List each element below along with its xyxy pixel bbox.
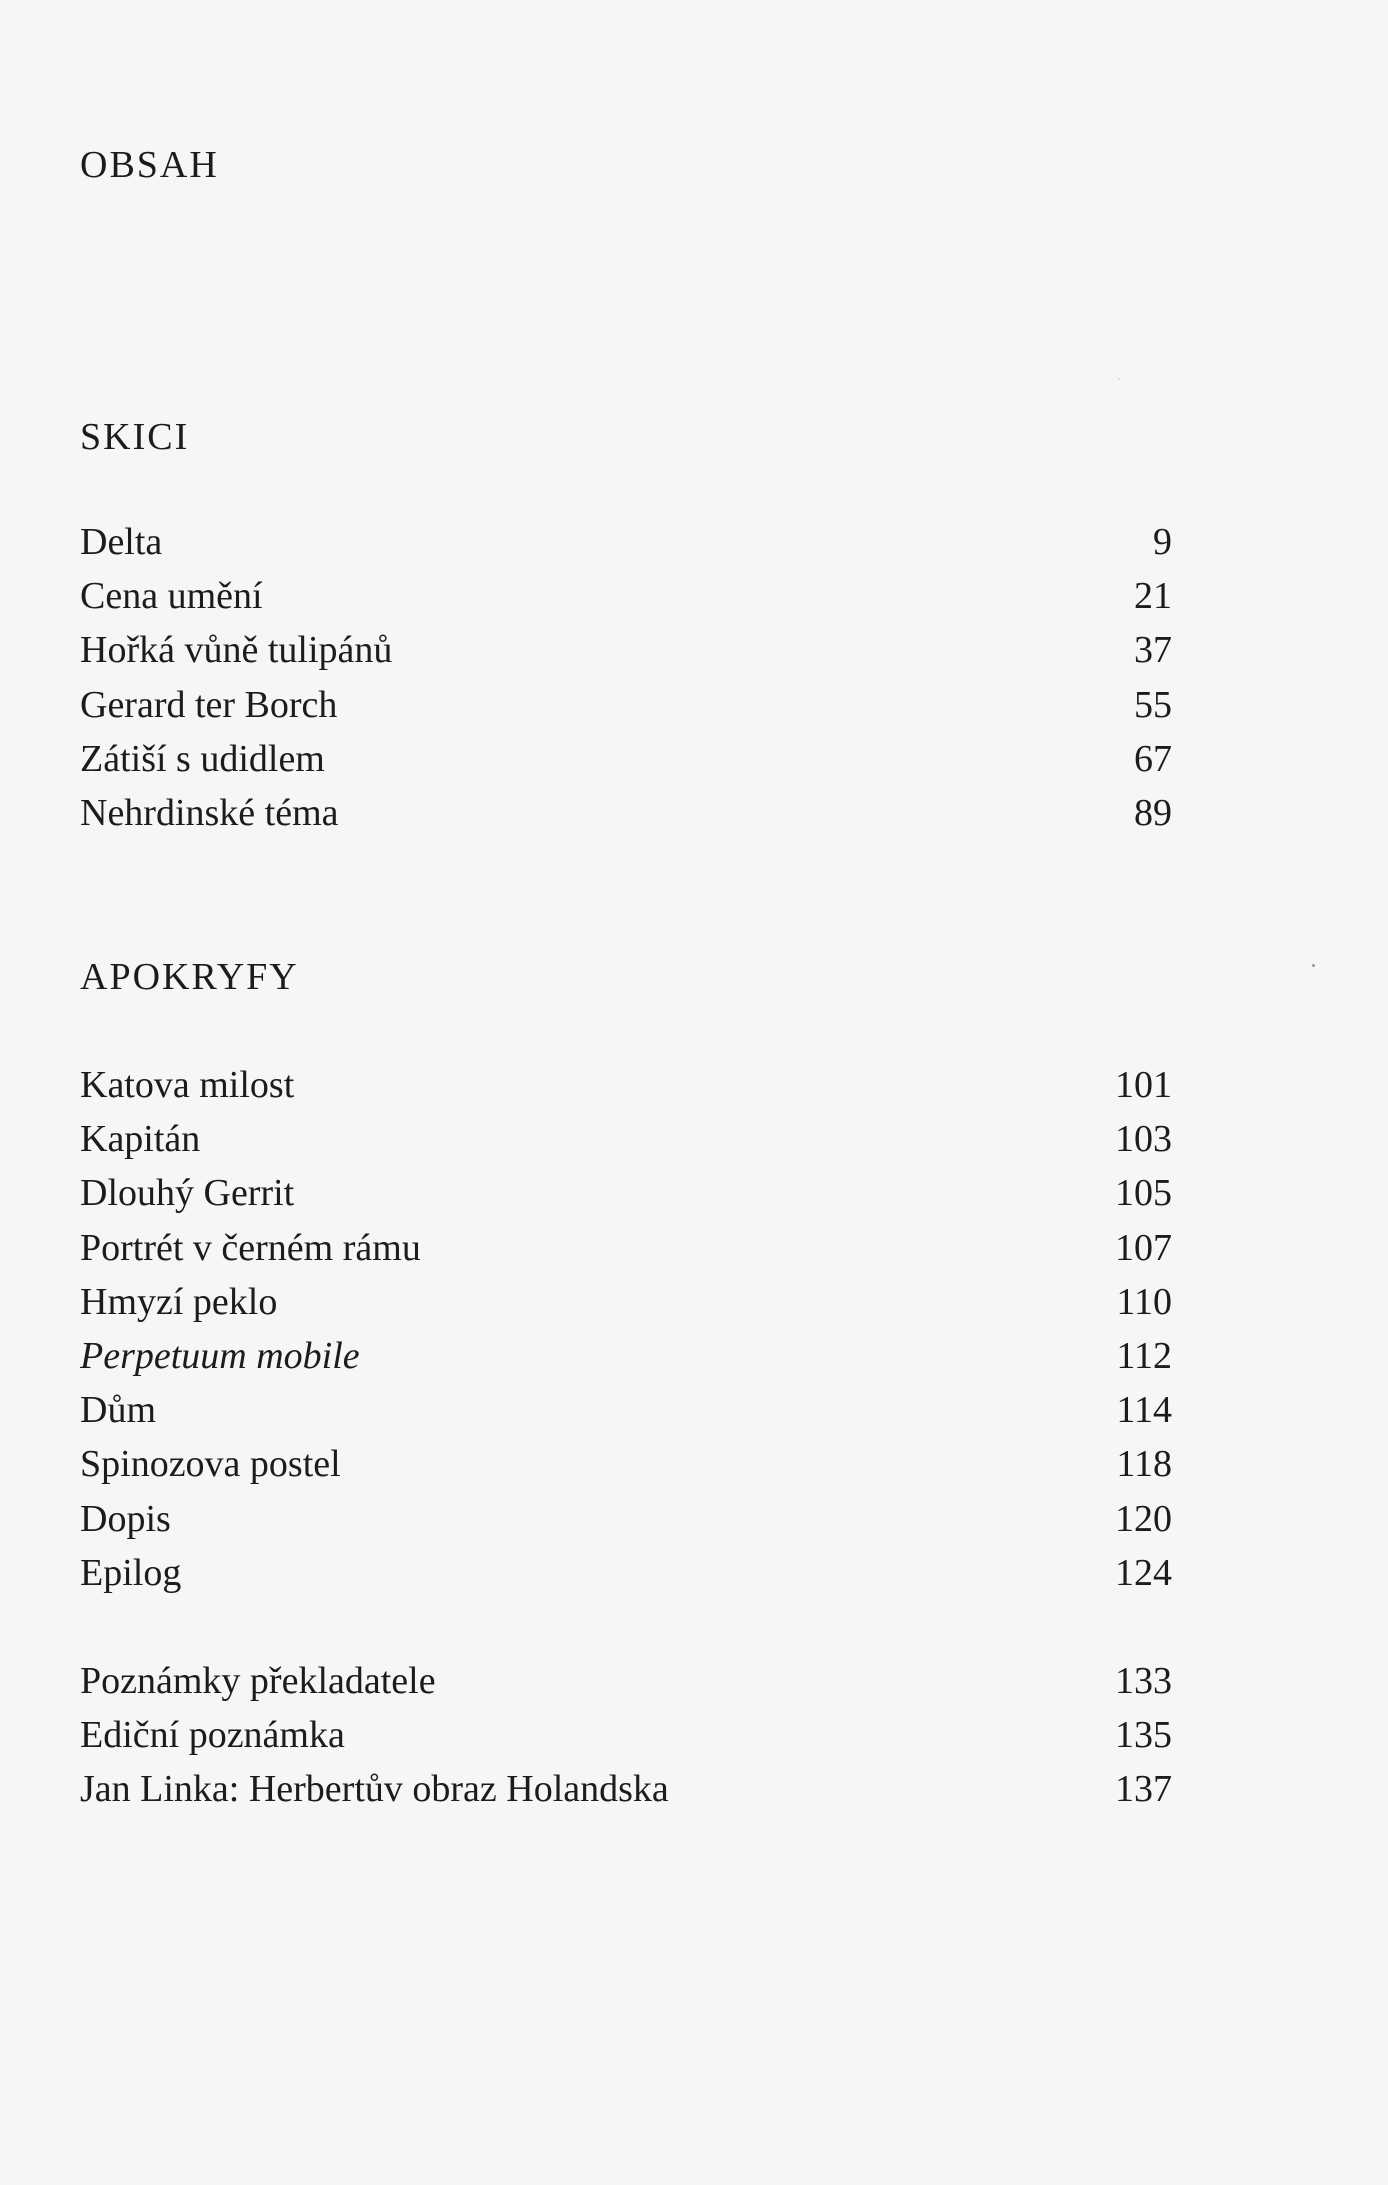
toc-entry[interactable] xyxy=(80,1112,1172,1166)
toc-entry-page: 67 xyxy=(1134,737,1172,780)
toc-entry[interactable] xyxy=(80,1275,1172,1329)
toc-entry[interactable] xyxy=(80,786,1172,840)
toc-list-appendix xyxy=(80,1654,1172,1817)
toc-entry-title: Dům xyxy=(80,1389,156,1432)
toc-entry-page: 120 xyxy=(1115,1497,1172,1540)
toc-entry[interactable] xyxy=(80,569,1172,623)
toc-entry-page: 112 xyxy=(1116,1334,1172,1377)
toc-entry-page: 135 xyxy=(1115,1714,1172,1757)
toc-entry[interactable] xyxy=(80,1762,1172,1816)
toc-entry[interactable] xyxy=(80,1708,1172,1762)
toc-entry[interactable] xyxy=(80,1546,1172,1600)
toc-entry-title: Cena umění xyxy=(80,575,263,618)
toc-entry-title: Ediční poznámka xyxy=(80,1714,345,1757)
toc-entry-page: 37 xyxy=(1134,629,1172,672)
toc-entry-title: Delta xyxy=(80,521,163,563)
toc-entry-title: Nehrdinské téma xyxy=(80,791,339,834)
paper-speck xyxy=(1312,964,1315,967)
toc-entry-page: 101 xyxy=(1115,1064,1172,1106)
toc-entry-title: Katova milost xyxy=(80,1064,295,1106)
toc-entry-title: Hmyzí peklo xyxy=(80,1280,278,1323)
toc-entry-title: Kapitán xyxy=(80,1118,201,1161)
toc-entry-page: 105 xyxy=(1115,1172,1172,1215)
toc-entry-title: Epilog xyxy=(80,1551,182,1594)
toc-entry-page: 89 xyxy=(1134,791,1172,834)
toc-entry-page: 103 xyxy=(1115,1118,1172,1161)
toc-entry-title: Gerard ter Borch xyxy=(80,683,338,726)
toc-entry-title: Hořká vůně tulipánů xyxy=(80,629,393,672)
toc-entry[interactable] xyxy=(80,623,1172,677)
toc-entry-page: 110 xyxy=(1116,1280,1172,1323)
toc-entry-title: Jan Linka: Herbertův obraz Holandska xyxy=(80,1768,669,1811)
toc-entry-page: 124 xyxy=(1115,1551,1172,1594)
toc-entry[interactable] xyxy=(80,1058,1172,1112)
toc-entry-title: Dlouhý Gerrit xyxy=(80,1172,295,1215)
toc-entry-page: 55 xyxy=(1134,683,1172,726)
toc-entry[interactable] xyxy=(80,1492,1172,1546)
toc-entry-title: Portrét v černém rámu xyxy=(80,1226,421,1269)
section-heading-skici: SKICI xyxy=(80,416,190,458)
toc-entry[interactable] xyxy=(80,1166,1172,1220)
toc-list-apokryfy xyxy=(80,1058,1172,1600)
toc-entry-page: 107 xyxy=(1115,1226,1172,1269)
toc-entry[interactable] xyxy=(80,732,1172,786)
toc-entry-title: Dopis xyxy=(80,1497,171,1540)
paper-speck xyxy=(1118,378,1120,380)
toc-entry-page: 9 xyxy=(1153,521,1172,563)
toc-entry-page: 137 xyxy=(1115,1768,1172,1811)
toc-entry-page: 133 xyxy=(1115,1660,1172,1702)
toc-entry-page: 21 xyxy=(1134,575,1172,618)
toc-entry[interactable] xyxy=(80,1654,1172,1708)
toc-entry-title: Spinozova postel xyxy=(80,1443,341,1486)
section-heading-apokryfy: APOKRYFY xyxy=(80,956,299,998)
toc-entry-title: Perpetuum mobile xyxy=(80,1334,360,1377)
toc-entry-title: Poznámky překladatele xyxy=(80,1660,436,1702)
toc-entry[interactable] xyxy=(80,1383,1172,1437)
page-title: OBSAH xyxy=(80,144,219,186)
toc-entry-page: 118 xyxy=(1116,1443,1172,1486)
toc-entry-title: Zátiší s udidlem xyxy=(80,737,325,780)
toc-entry[interactable] xyxy=(80,515,1172,569)
toc-list-skici xyxy=(80,515,1172,840)
toc-entry-page: 114 xyxy=(1116,1389,1172,1432)
toc-entry[interactable] xyxy=(80,1221,1172,1275)
toc-entry[interactable] xyxy=(80,1329,1172,1383)
toc-entry[interactable] xyxy=(80,678,1172,732)
toc-entry[interactable] xyxy=(80,1437,1172,1491)
